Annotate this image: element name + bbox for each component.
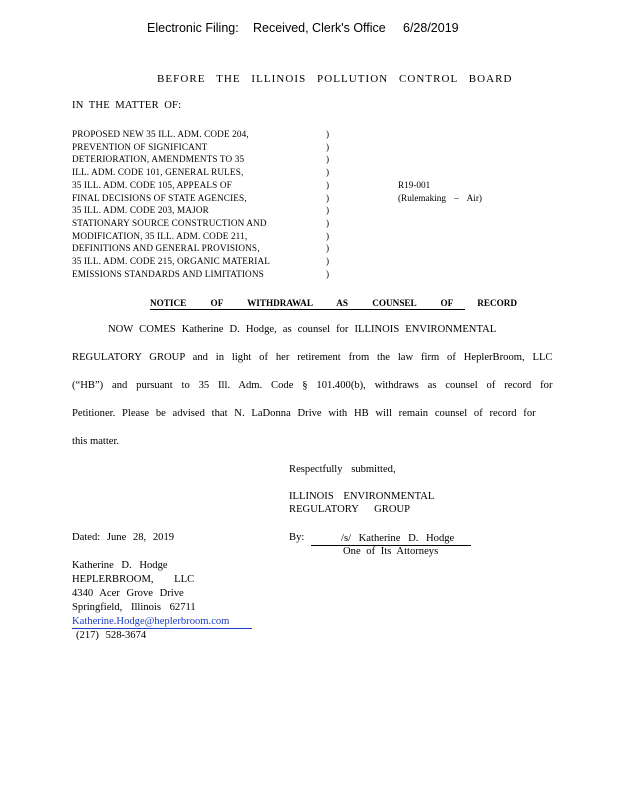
- signer-role: One of Its Attorneys: [343, 546, 439, 557]
- contact-street: 4340 Acer Grove Drive: [72, 588, 184, 599]
- closing: Respectfully submitted,: [289, 464, 396, 475]
- caption-line: DEFINITIONS AND GENERAL PROVISIONS,: [72, 243, 260, 254]
- body-line: (“HB”) and pursuant to 35 Ill. Adm. Code § 101.400(b), withdraws as counsel of record for: [72, 380, 553, 391]
- filing-stamp-received: Received, Clerk's Office: [253, 21, 386, 35]
- case-number: R19-001: [398, 180, 431, 190]
- caption-line: 35 ILL. ADM. CODE 105, APPEALS OF: [72, 179, 232, 190]
- body-line: this matter.: [72, 436, 120, 447]
- org-name-line1: ILLINOIS ENVIRONMENTAL: [289, 491, 435, 502]
- caption-line: ILL. ADM. CODE 101, GENERAL RULES,: [72, 167, 244, 178]
- by-label: By:: [289, 532, 305, 543]
- rulemaking-type: (Rulemaking – Air): [398, 193, 482, 203]
- notice-title: NOTICE OF WITHDRAWAL AS COUNSEL OF RECORD: [150, 298, 518, 308]
- body-line: Petitioner. Please be advised that N. LaDonna Drive with HB will remain counsel of record for: [72, 408, 536, 419]
- caption-line: MODIFICATION, 35 ILL. ADM. CODE 211,: [72, 230, 248, 241]
- matter-heading: IN THE MATTER OF:: [72, 100, 182, 111]
- body-line: REGULATORY GROUP and in light of her retirement from the law firm of HeplerBroom, LLC: [72, 352, 553, 363]
- contact-email-link[interactable]: Katherine.Hodge@heplerbroom.com: [72, 616, 230, 627]
- contact-firm: HEPLERBROOM, LLC: [72, 574, 195, 585]
- org-name-line2: REGULATORY GROUP: [289, 504, 411, 515]
- caption-line: EMISSIONS STANDARDS AND LIMITATIONS: [72, 268, 264, 279]
- caption-line: PREVENTION OF SIGNIFICANT: [72, 141, 208, 152]
- caption-bracket: ) ) ) ) ) ) ) ) ) ) ) ): [326, 129, 330, 279]
- contact-email-wrap: [72, 616, 252, 629]
- caption-line: 35 ILL. ADM. CODE 215, ORGANIC MATERIAL: [72, 256, 271, 266]
- board-heading: BEFORE THE ILLINOIS POLLUTION CONTROL BOARD: [157, 73, 513, 85]
- contact-city: Springfield, Illinois 62711: [72, 602, 196, 613]
- contact-name: Katherine D. Hodge: [72, 560, 168, 571]
- caption-line: 35 ILL. ADM. CODE 203, MAJOR: [72, 205, 209, 216]
- caption-line: PROPOSED NEW 35 ILL. ADM. CODE 204,: [72, 129, 249, 139]
- filing-stamp-date: 6/28/2019: [403, 21, 459, 35]
- body-line: NOW COMES Katherine D. Hodge, as counsel for ILLINOIS ENVIRONMENTAL: [108, 324, 497, 335]
- dated: Dated: June 28, 2019: [72, 532, 175, 543]
- caption-line: DETERIORATION, AMENDMENTS TO 35: [72, 154, 245, 165]
- filing-stamp-label: Electronic Filing:: [147, 21, 239, 35]
- caption-line: FINAL DECISIONS OF STATE AGENCIES,: [72, 192, 247, 203]
- caption-line: STATIONARY SOURCE CONSTRUCTION AND: [72, 217, 267, 228]
- signature-line: /s/ Katherine D. Hodge: [311, 532, 471, 546]
- contact-phone: (217) 528-3674: [76, 630, 147, 641]
